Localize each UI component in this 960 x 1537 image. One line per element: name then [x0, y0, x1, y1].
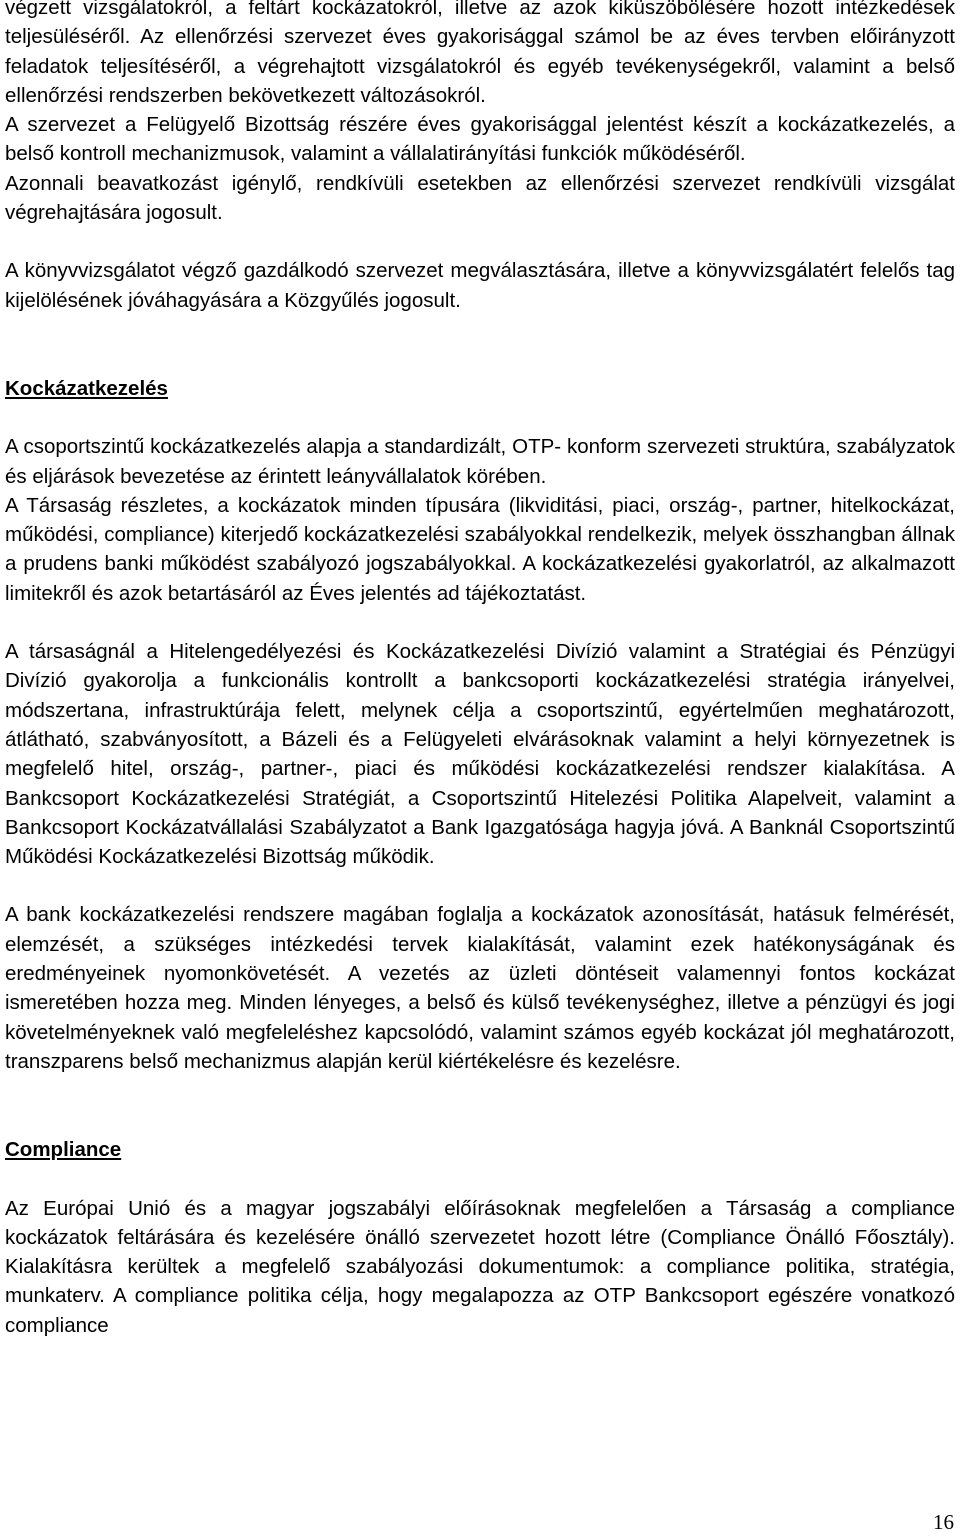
paragraph-compliance-organization: Az Európai Unió és a magyar jogszabályi előírásoknak megfelelően a Társaság a compliance kockázatok feltárására és kezelésére önálló szervezetet hozott létre (Compliance Önálló Főosztály). Kialakításra kerültek a megfelelő szabályozási dokumentumok: a compliance politika, stratégia, munkaterv. A compliance politika célja, hogy megalapozza az OTP Bankcsoport egészére vonatkozó compliance	[5, 1196, 955, 1337]
section-heading-risk-management: Kockázatkezelés	[5, 376, 168, 400]
paragraph-risk-system: A bank kockázatkezelési rendszere magában foglalja a kockázatok azonosítását, hatásuk felmérését, elemzését, a szükséges intézkedési tervek kialakítását, valamint ezek hatékonyságának és eredményeinek nyomonkövetését. A vezetés az üzleti döntéseit valamennyi fontos kockázat ismeretében hozza meg. Minden lényeges, a belső és külső tevékenységhez, illetve a pénzügyi és jogi követelményeknek való megfeleléshez kapcsolódó, valamint számos egyéb kockázat jól meghatározott, transzparens belső mechanizmus alapján kerül kiértékelésre és kezelésre.	[5, 903, 955, 1073]
paragraph-extraordinary-audit: Azonnali beavatkozást igénylő, rendkívüli esetekben az ellenőrzési szervezet rendkívüli vizsgálat végrehajtására jogosult.	[5, 171, 955, 225]
paragraph-supervisory-board-report: A szervezet a Felügyelő Bizottság részére éves gyakorisággal jelentést készít a kockázatkezelés, a belső kontroll mechanizmusok, valamint a vállalatirányítási funkciók működéséről.	[5, 113, 955, 166]
document-page	[5, 0, 955, 1340]
page-number: 16	[933, 1510, 954, 1534]
section-heading-compliance: Compliance	[5, 1138, 122, 1162]
paragraph-divisions-control: A társaságnál a Hitelengedélyezési és Kockázatkezelési Divízió valamint a Stratégiai és Pénzügyi Divízió gyakorolja a funkcionális kontrollt a bankcsoporti kockázatkezelési stratégia irányelvei, módszertana, infrastruktúrája felett, melynek célja a csoportszintű, egyértelműen meghatározott, átlátható, szabványosított, a Bázeli és a Felügyeleti elvárásoknak valamint a helyi környezetnek is megfelelő hitel, ország-, partner-, piaci és működési kockázatkezelési rendszer kialakítása. A Bankcsoport Kockázatkezelési Stratégiát, a Csoportszintű Hitelezési Politika Alapelveit, valamint a Bankcsoport Kockázatvállalási Szabályzatot a Bank Igazgatósága hagyja jóvá. A Banknál Csoportszintű Működési Kockázatkezelési Bizottság működik.	[5, 640, 955, 869]
paragraph-group-risk-management: A csoportszintű kockázatkezelés alapja a standardizált, OTP- konform szervezeti struktúra, szabályzatok és eljárások bevezetése az érintett leányvállalatok körében.	[5, 435, 955, 488]
paragraph-risk-rules: A Társaság részletes, a kockázatok minden típusára (likviditási, piaci, ország-, partner, hitelkockázat, működési, compliance) kiterjedő kockázatkezelési szabályokkal rendelkezik, melyek összhangban állnak a prudens banki működést szabályozó jogszabályokkal. A kockázatkezelési gyakorlatról, az alkalmazott limitekről és azok betartásáról az Éves jelentés ad tájékoztatást.	[5, 493, 955, 605]
paragraph-auditor-selection: A könyvvizsgálatot végző gazdálkodó szervezet megválasztására, illetve a könyvvizsgálatért felelős tag kijelölésének jóváhagyására a Közgyűlés jogosult.	[5, 259, 955, 312]
paragraph-internal-audit-reporting: végzett vizsgálatokról, a feltárt kockázatokról, illetve az azok kiküszöbölésére hozott intézkedések teljesüléséről. Az ellenőrzési szervezet éves gyakorisággal számol be az éves tervben előirányzott feladatok teljesítéséről, a végrehajtott vizsgálatokról és egyéb tevékenységekről, valamint a belső ellenőrzési rendszerben bekövetkezett változásokról.	[5, 0, 955, 107]
